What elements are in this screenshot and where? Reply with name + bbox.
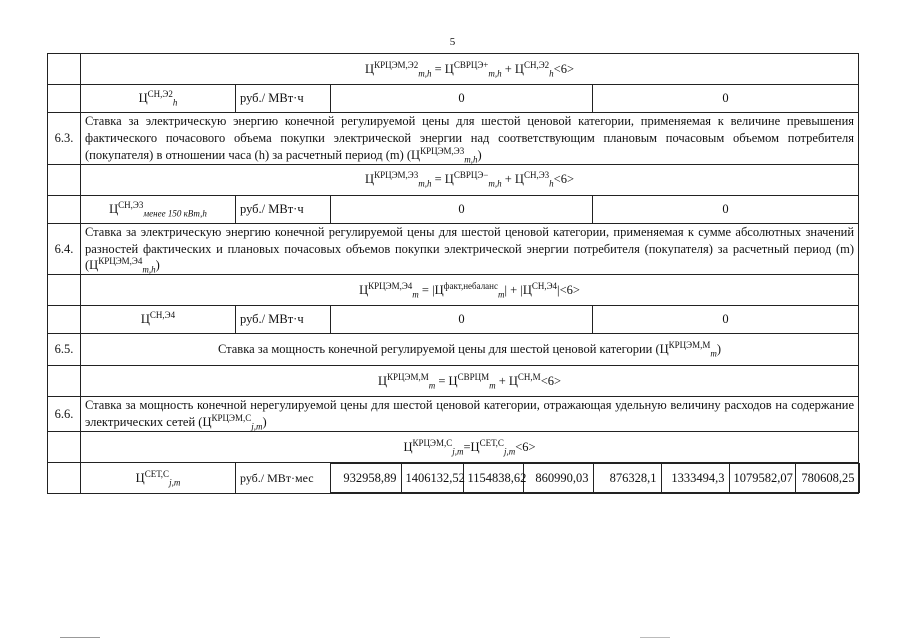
scan-artifact <box>60 637 100 638</box>
formula-m: $Ц^{КРЦЭМ,М}_m = Ц^{СВРЦМ}_m + Ц^{СН,М}<6>$ <box>81 366 859 397</box>
section-row-6-6 <box>48 397 859 432</box>
section-description: Ставка за электрическую энергию конечной регулируемой цены для шестой ценовой категории, применяемая к величине превышения фактического почасового объема покупки электрической энергии над соответствующим плановым почасовым объемом потребителя (покупателя) в отношении часа (h) за расчетный период (m) $(Ц^{КРЦЭМ,Э3}_{m,h})$ <box>81 113 859 165</box>
value-cell: 0 <box>593 306 859 334</box>
monthly-values-table <box>331 463 860 493</box>
section-number: 6.5. <box>48 334 81 366</box>
value-cell: 932958,89 <box>331 464 401 493</box>
formula-c: $Ц^{КРЦЭМ,С}_{j,m}=Ц^{СЕТ,С}_{j,m}<6>$ <box>81 432 859 463</box>
value-cell: 1154838,62 <box>463 464 523 493</box>
section-description: Ставка за мощность конечной нерегулируемой цены для шестой ценовой категории, отражающая удельную величину расходов на содержание электрических сетей $(Ц^{КРЦЭМ,С}_{j,m})$ <box>81 397 859 432</box>
unit-cell: руб./ МВт·ч <box>236 195 331 223</box>
unit-cell: руб./ МВт·ч <box>236 85 331 113</box>
formula-row-e2 <box>48 54 859 85</box>
values-row-e3 <box>48 195 859 223</box>
scan-artifact <box>640 637 670 638</box>
value-cell: 1333494,3 <box>661 464 729 493</box>
section-number: 6.6. <box>48 397 81 432</box>
formula-e2: $Ц^{КРЦЭМ,Э2}_{m,h} = Ц^{СВРЦЭ+}_{m,h} + Ц^{СН,Э2}_h<6>$ <box>81 54 859 85</box>
symbol-cell: $Ц^{СН,Э3}_{менее 150 кВт,h}$ <box>81 195 236 223</box>
tariff-table <box>47 53 859 494</box>
value-cell: 0 <box>593 85 859 113</box>
section-description: Ставка за мощность конечной регулируемой цены для шестой ценовой категории $(Ц^{КРЦЭМ,М}_m)$ <box>81 334 859 366</box>
value-cell: 1406132,52 <box>401 464 463 493</box>
formula-e4: $Ц^{КРЦЭМ,Э4}_m = |Ц^{факт,небаланс}_m| + |Ц^{СН,Э4}|<6>$ <box>81 275 859 306</box>
value-cell: 0 <box>331 85 593 113</box>
section-number: 6.4. <box>48 223 81 275</box>
value-cell: 860990,03 <box>523 464 593 493</box>
formula-row-e3 <box>48 164 859 195</box>
page-number: 5 <box>449 36 456 48</box>
value-cell: 0 <box>331 306 593 334</box>
values-row-c <box>48 463 859 494</box>
symbol-cell: $Ц^{СН,Э2}_h$ <box>81 85 236 113</box>
tariff-document <box>47 53 858 494</box>
value-cell: 780608,25 <box>795 464 859 493</box>
section-row-6-5 <box>48 334 859 366</box>
value-cell: 1079582,07 <box>729 464 795 493</box>
value-cell: 876328,1 <box>593 464 661 493</box>
formula-row-m <box>48 366 859 397</box>
symbol-cell: $Ц^{СЕТ,С}_{j,m}$ <box>81 463 236 494</box>
value-cell: 0 <box>331 195 593 223</box>
section-description: Ставка за электрическую энергию конечной регулируемой цены для шестой ценовой категории, применяемая к сумме абсолютных значений разностей фактических и плановых почасовых объемов покупки электрической энергии потребителя (покупателя) за расчетный период (m) $(Ц^{КРЦЭМ,Э4}_{m,h})$ <box>81 223 859 275</box>
section-number: 6.3. <box>48 113 81 165</box>
unit-cell: руб./ МВт·мес <box>236 463 331 494</box>
formula-row-c <box>48 432 859 463</box>
unit-cell: руб./ МВт·ч <box>236 306 331 334</box>
values-row-e4 <box>48 306 859 334</box>
symbol-cell: $Ц^{СН,Э4}$ <box>81 306 236 334</box>
values-row-e2 <box>48 85 859 113</box>
value-cell: 0 <box>593 195 859 223</box>
section-row-6-4 <box>48 223 859 275</box>
formula-row-e4 <box>48 275 859 306</box>
section-row-6-3 <box>48 113 859 165</box>
formula-e3: $Ц^{КРЦЭМ,Э3}_{m,h} = Ц^{СВРЦЭ-}_{m,h} + Ц^{СН,Э3}_h<6>$ <box>81 164 859 195</box>
